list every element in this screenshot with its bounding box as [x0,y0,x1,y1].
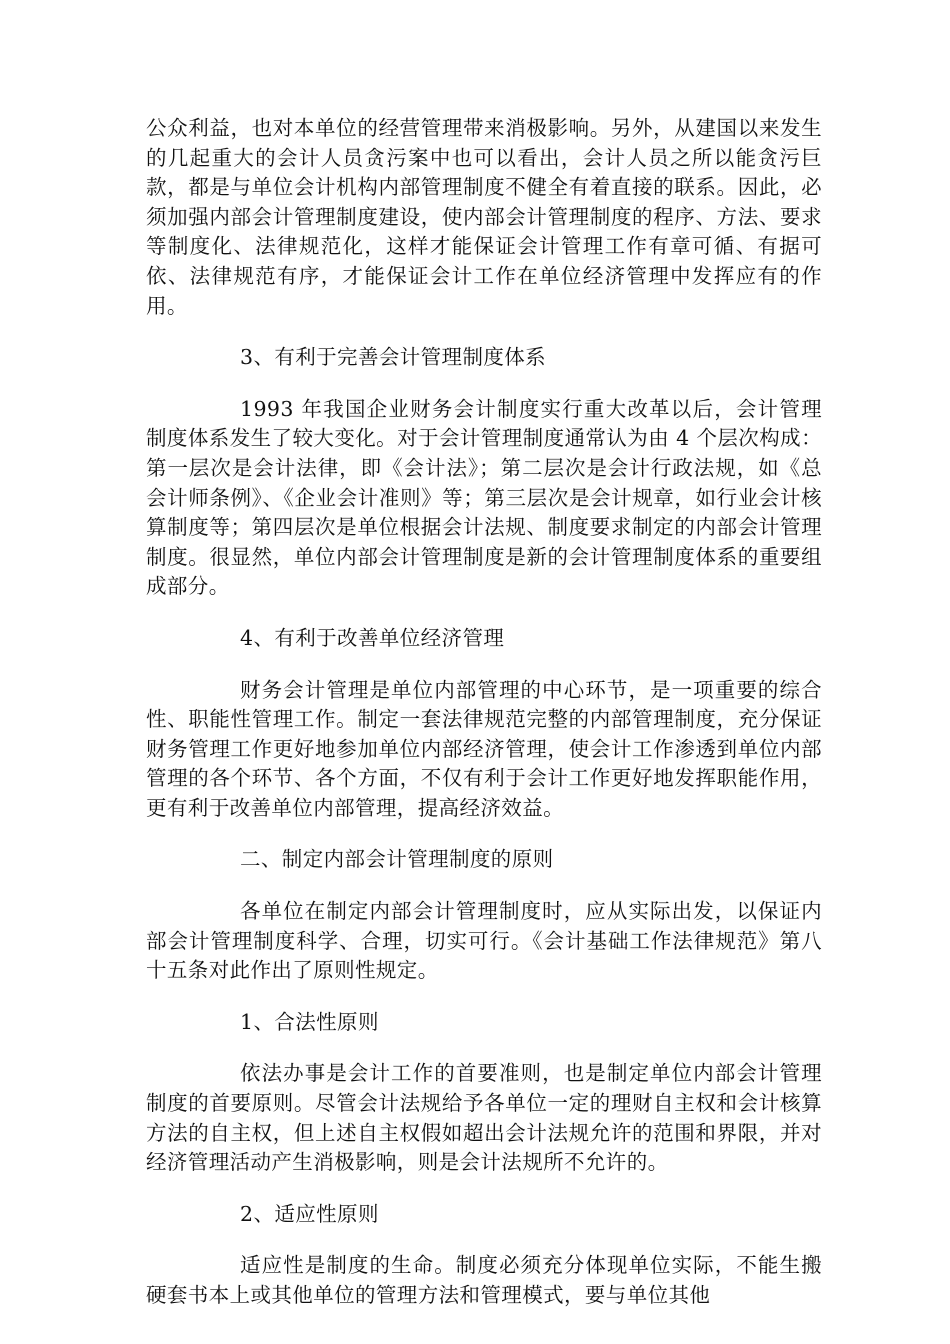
section-heading: 3、有利于完善会计管理制度体系 [240,345,547,370]
paragraph-gap [146,1178,822,1200]
paragraph-gap [146,823,822,845]
paragraph-gap [146,986,822,1008]
body-paragraph: 各单位在制定内部会计管理制度时，应从实际出发，以保证内部会计管理制度科学、合理，切实可行。《会计基础工作法律规范》第八十五条对此作出了原则性规定。 [146,899,822,983]
document-body [146,114,822,1311]
body-paragraph: 公众利益，也对本单位的经营管理带来消极影响。另外，从建国以来发生的几起重大的会计人员贪污案中也可以看出，会计人员之所以能贪污巨款，都是与单位会计机构内部管理制度不健全有着直接的联系。因此，必须加强内部会计管理制度建设，使内部会计管理制度的程序、方法、要求等制度化、法律规范化，这样才能保证会计管理工作有章可循、有据可依、法律规范有序，才能保证会计工作在单位经济管理中发挥应有的作用。 [146,116,822,318]
section-heading: 二、制定内部会计管理制度的原则 [240,847,554,872]
paragraph-gap [146,654,822,676]
body-paragraph: 依法办事是会计工作的首要准则，也是制定单位内部会计管理制度的首要原则。尽管会计法规给予各单位一定的理财自主权和会计核算方法的自主权，但上述自主权假如超出会计法规允许的范围和界限，并对经济管理活动产生消极影响，则是会计法规所不允许的。 [146,1061,822,1175]
paragraph-gap [146,602,822,624]
paragraph-gap [146,321,822,343]
paragraph-gap [146,1037,822,1059]
paragraph-gap [146,875,822,897]
paragraph-gap [146,1229,822,1251]
section-heading: 1、合法性原则 [240,1009,379,1034]
body-paragraph: 财务会计管理是单位内部管理的中心环节，是一项重要的综合性、职能性管理工作。制定一套法律规范完整的内部管理制度，充分保证财务管理工作更好地参加单位内部经济管理，使会计工作渗透到单位内部管理的各个环节、各个方面，不仅有利于会计工作更好地发挥职能作用，更有利于改善单位内部管理，提高经济效益。 [146,677,822,820]
section-heading: 4、有利于改善单位经济管理 [240,625,505,650]
body-paragraph: 1993 年我国企业财务会计制度实行重大改革以后，会计管理制度体系发生了较大变化。对于会计管理制度通常认为由 4 个层次构成：第一层次是会计法律，即《会计法》；第二层次是会计行政法规，如《总会计师条例》、《企业会计准则》等；第三层次是会计规章，如行业会计核算制度等；第四层次是单位根据会计法规、制度要求制定的内部会计管理制度。很显然，单位内部会计管理制度是新的会计管理制度体系的重要组成部分。 [146,396,822,599]
paragraph-gap [146,373,822,395]
body-paragraph: 适应性是制度的生命。制度必须充分体现单位实际，不能生搬硬套书本上或其他单位的管理方法和管理模式，要与单位其他 [146,1253,822,1307]
section-heading: 2、适应性原则 [240,1201,379,1226]
